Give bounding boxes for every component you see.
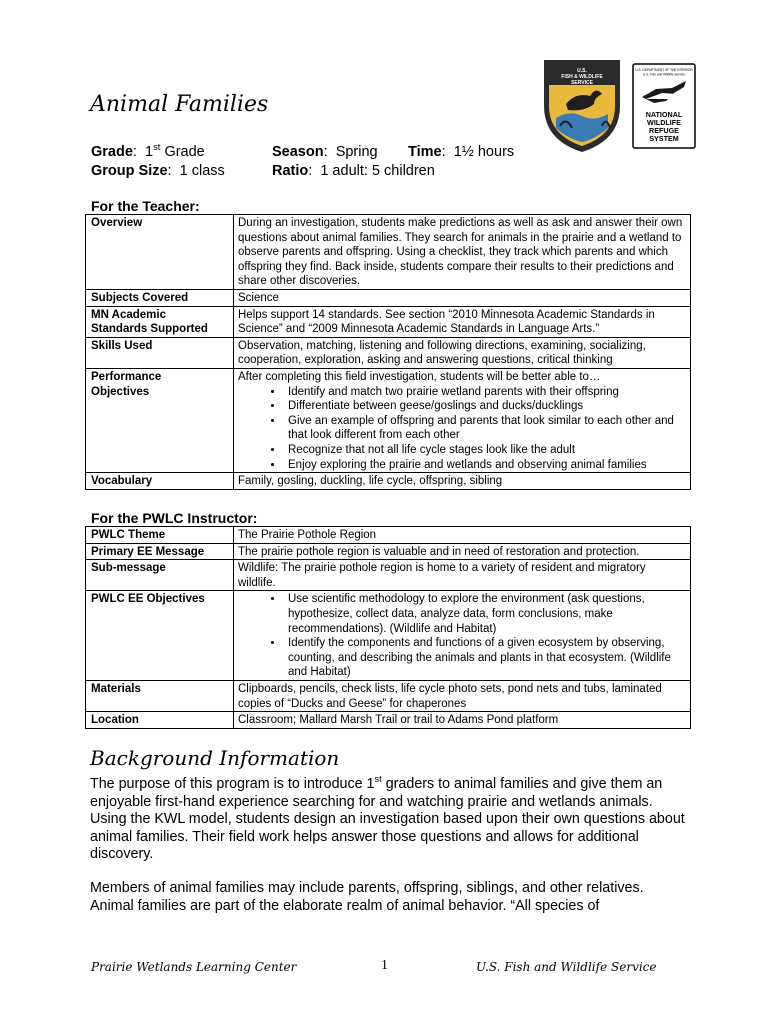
group-size-line: Group Size: 1 class xyxy=(91,163,225,179)
list-item: • Differentiate between geese/goslings and ducks/ducklings xyxy=(284,399,686,414)
svg-text:U.S. DEPARTMENT OF THE INTERIO: U.S. DEPARTMENT OF THE INTERIOR xyxy=(635,68,693,72)
fws-shield-icon xyxy=(536,56,628,154)
svg-text:SYSTEM: SYSTEM xyxy=(649,134,679,143)
list-item: • Recognize that not all life cycle stages look like the adult xyxy=(284,443,686,458)
page-title: Animal Families xyxy=(90,92,269,117)
table-row xyxy=(86,289,691,306)
table-row xyxy=(86,215,691,290)
national-wildlife-refuge-system-logo xyxy=(632,63,696,149)
ee-objectives-list xyxy=(238,592,686,680)
row-key: Materials xyxy=(86,680,234,711)
row-value: Family, gosling, duckling, life cycle, offspring, sibling xyxy=(234,473,691,490)
list-item: • Use scientific methodology to explore the environment (ask questions, hypothesize, collect data, analyze data, form conclusions, make recommendations). (Wildlife and Habitat) xyxy=(284,592,686,636)
instructor-heading: For the PWLC Instructor: xyxy=(91,510,258,526)
row-value xyxy=(234,591,691,681)
row-key: Location xyxy=(86,712,234,729)
table-row xyxy=(86,337,691,368)
teacher-heading: For the Teacher: xyxy=(91,198,200,214)
table-row xyxy=(86,560,691,591)
grade-line: Grade: 1st Grade xyxy=(91,141,205,160)
row-value: During an investigation, students make predictions as well as ask and answer their own questions about animal families. They search for animals in the prairie and a wetland to observe parents and offspring. Using a checklist, they track which parents and which offspring they find. Back inside, students compare their results to their predictions and share other discoveries. xyxy=(234,215,691,290)
svg-text:FISH & WILDLIFE: FISH & WILDLIFE xyxy=(561,74,603,80)
teacher-table xyxy=(85,214,691,490)
row-key: PWLC Theme xyxy=(86,527,234,544)
footer-right: U.S. Fish and Wildlife Service xyxy=(476,960,657,974)
table-row xyxy=(86,473,691,490)
table-row xyxy=(86,306,691,337)
background-paragraph-2: Members of animal families may include parents, offspring, siblings, and other relatives. Animal families are part of the elaborate realm of animal behavior. “All species of xyxy=(90,879,644,914)
instructor-table xyxy=(85,526,691,729)
row-value: The Prairie Pothole Region xyxy=(234,527,691,544)
row-value: The prairie pothole region is valuable and in need of restoration and protection. xyxy=(234,543,691,560)
svg-text:SERVICE: SERVICE xyxy=(571,80,593,86)
list-item: • Identify the components and functions of a given ecosystem by observing, counting, and describing the animals and plants in that ecosystem. (Wildlife and Habitat) xyxy=(284,636,686,680)
svg-text:U.S. Fish and Wildlife Service: U.S. Fish and Wildlife Service xyxy=(643,72,685,77)
svg-text:U.S.: U.S. xyxy=(577,68,587,74)
row-value: Clipboards, pencils, check lists, life cycle photo sets, pond nets and tubs, laminated copies of “Ducks and Geese” for chaperones xyxy=(234,680,691,711)
blue-goose-sign-icon xyxy=(632,63,696,149)
list-item: • Enjoy exploring the prairie and wetlands and observing animal families xyxy=(284,458,686,473)
table-row xyxy=(86,368,691,472)
list-item: • Identify and match two prairie wetland parents with their offspring xyxy=(284,385,686,400)
row-value: Helps support 14 standards. See section “2010 Minnesota Academic Standards in Science” and “2009 Minnesota Academic Standards in Language Arts.” xyxy=(234,306,691,337)
row-key: Vocabulary xyxy=(86,473,234,490)
objectives-list xyxy=(238,385,686,473)
table-row xyxy=(86,591,691,681)
time-line: Time: 1½ hours xyxy=(408,144,515,160)
footer-left: Prairie Wetlands Learning Center xyxy=(91,960,297,974)
background-body xyxy=(90,776,690,931)
ratio-line: Ratio: 1 adult: 5 children xyxy=(272,163,435,179)
row-value: Observation, matching, listening and following directions, examining, socializing, cooperation, exploration, asking and answering questions, critical thinking xyxy=(234,337,691,368)
row-key: Overview xyxy=(86,215,234,290)
row-value: Wildlife: The prairie pothole region is home to a variety of resident and migratory wildlife. xyxy=(234,560,691,591)
row-value: Classroom; Mallard Marsh Trail or trail to Adams Pond platform xyxy=(234,712,691,729)
list-item: • Give an example of offspring and parents that look similar to each other and that look different from each other xyxy=(284,414,686,443)
row-key: Primary EE Message xyxy=(86,543,234,560)
svg-text:NATIONAL: NATIONAL xyxy=(645,110,683,119)
page-number: 1 xyxy=(381,958,388,973)
row-key: Skills Used xyxy=(86,337,234,368)
us-fish-wildlife-service-logo xyxy=(536,56,628,154)
season-line: Season: Spring xyxy=(272,144,378,160)
table-row xyxy=(86,680,691,711)
background-heading: Background Information xyxy=(90,746,340,770)
row-key: Sub-message xyxy=(86,560,234,591)
row-key: MN Academic Standards Supported xyxy=(86,306,234,337)
svg-text:WILDLIFE: WILDLIFE xyxy=(647,118,681,127)
table-row xyxy=(86,543,691,560)
row-value: After completing this field investigation, students will be better able to… • Identify and match two prairie wetland parents with their offspring • Differentiate between geese/goslings and ducks/ducklings • Give an example of offspring and parents that look similar to each other and that look different from each other • Recognize that not all life cycle stages look like the adult • Enjoy exploring the prairie and wetlands and observing animal families xyxy=(234,368,691,472)
svg-text:REFUGE: REFUGE xyxy=(649,126,679,135)
row-key: Subjects Covered xyxy=(86,289,234,306)
row-key: Performance Objectives xyxy=(86,368,234,472)
table-row xyxy=(86,527,691,544)
row-key: PWLC EE Objectives xyxy=(86,591,234,681)
background-paragraph-1: The purpose of this program is to introduce 1st graders to animal families and give them an enjoyable first-hand experience searching for and watching prairie and wetlands animals. Using the KWL model, students design an investigation based upon their own questions about animal families. Their field work helps answer those questions and allows for additional discovery. xyxy=(90,774,685,863)
row-value: Science xyxy=(234,289,691,306)
table-row xyxy=(86,712,691,729)
